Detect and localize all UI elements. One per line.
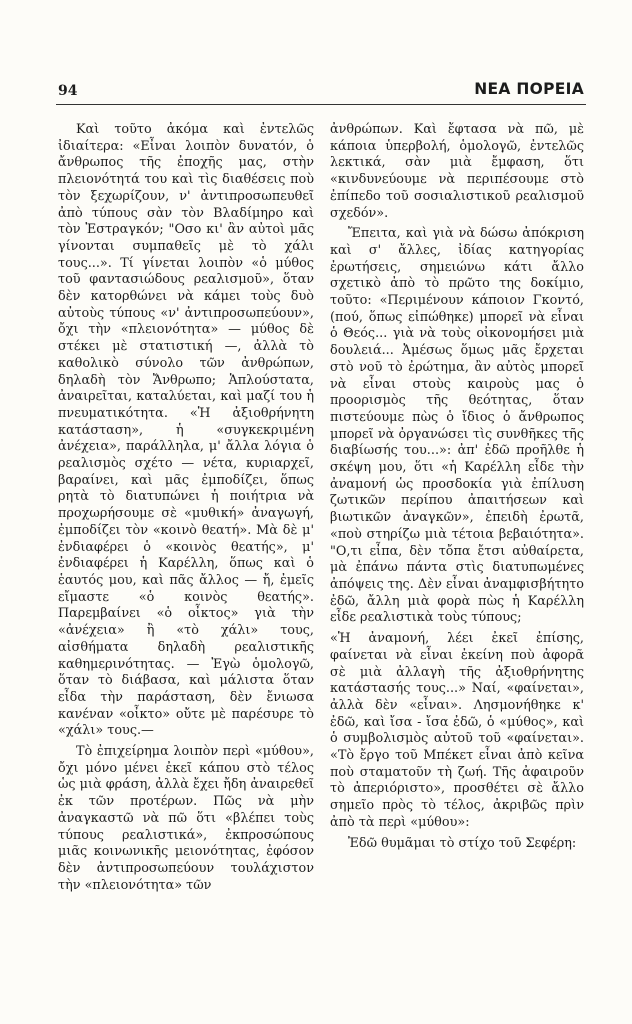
paragraph: Ἔπειτα, καὶ γιὰ νὰ δώσω ἀπόκριση καὶ σ' ἄλλες, ἰδίας κατηγορίας ἐρωτήσεις, σημειώνω κάτι ἄλλο σχετικὸ ἀπὸ τὸ πρῶτο της δοκίμιο, τοῦτο: «Περιμένουν κάποιον Γκοντό, (πού, ὅπως εἰπώθηκε) μπορεῖ νὰ εἶναι ὁ Θεός... γιὰ νὰ τοὺς οἰκονομήσει μιὰ δουλειά... Ἀμέσως ὅμως μᾶς ἔρχεται στὸ νοῦ τὸ ἐρώτημα, ἂν αὐτὸς μπορεῖ νὰ εἶναι στοὺς καιροὺς μας ὁ προορισμὸς τῆς θεότητας, ὅταν πιστεύουμε πὼς ὁ ἴδιος ὁ ἄνθρωπος μπορεῖ νὰ ὀργανώσει τὶς συνθῆκες τῆς διαβίωσής του...»: ἀπ' ἐδῶ προῆλθε ἡ σκέψη μου, ὅτι «ἡ Καρέλλη εἶδε τὴν ἀναμονή ὡς προσδοκία γιὰ ἐπίλυση ζωτικῶν περίπου ἀπαιτήσεων καὶ βιωτικῶν ἀναγκῶν», ἐπειδὴ ἐρωτᾶ, «ποὺ στηρίζω μιὰ τέτοια βεβαιότητα». "Ο,τι εἶπα, δὲν τὄπα ἔτσι αὐθαίρετα, μὰ ἐπάνω πάντα στὶς διατυπωμένες ἀπόψεις της. Δὲν εἶναι ἀναμφισβήτητο ἐδῶ, ἄλλη μιὰ φορὰ πὼς ἡ Καρέλλη εἶδε ρεαλιστικὰ τοὺς τύπους;	[330, 226, 584, 626]
header-rule	[56, 104, 586, 105]
paragraph: Τὸ ἐπιχείρημα λοιπὸν περὶ «μύθου», ὄχι μόνο μένει ἐκεῖ κάπου στὸ τέλος ὡς μιὰ φράση, ἀλλὰ ἔχει ἤδη ἀναιρεθεῖ ἐκ τῶν προτέρων. Πῶς νὰ μὴν ἀναγκαστῶ νὰ πῶ ὅτι «βλέπει τοὺς τύπους ρεαλιστικά», ἐκπροσώπους μιᾶς κοινωνικῆς μειονότητας, ἐφόσον δὲν ἀντιπροσωπεύουν τουλάχιστον τὴν «πλειονότητα» τῶν	[58, 744, 314, 893]
paragraph: «Ἡ ἀναμονή, λέει ἐκεῖ ἐπίσης, φαίνεται νὰ εἶναι ἐκείνη ποὺ ἀφορᾶ σὲ μιὰ ἀλλαγὴ τῆς ἀξιοθρήνητης κατάστασής τους...» Ναί, «φαίνεται», ἀλλὰ δὲν «εἶναι». Λησμονήθηκε κ' ἐδῶ, καὶ ἴσα - ἴσα ἐδῶ, ὁ «μύθος», καὶ ὁ συμβολισμὸς αὐτοῦ τοῦ «φαίνεται». «Τὸ ἔργο τοῦ Μπέκετ εἶναι ἀπὸ κεῖνα ποὺ σταματοῦν τὴ ζωή. Τῆς ἀφαιροῦν τὸ ἀπεριόριστο», προσθέτει σὲ ἄλλο σημεῖο πρὸς τὸ τέλος, ἀκριβῶς πρὶν ἀπὸ τὰ περὶ «μύθου»:	[330, 631, 584, 830]
paragraph: Ἐδῶ θυμᾶμαι τὸ στίχο τοῦ Σεφέρη:	[348, 835, 577, 851]
journal-title: ΝΕΑ ΠΟΡΕΙΑ	[474, 80, 584, 98]
paragraph: Καὶ τοῦτο ἀκόμα καὶ ἐντελῶς ἰδιαίτερα: «Εἶναι λοιπὸν δυνατόν, ὁ ἄνθρωπος τῆς ἐποχῆς μας, στὴν πλειονότητά του καὶ τὶς διαθέσεις ποὺ τὸν ξεχωρίζουν, ν' ἀντιπροσωπευθεῖ ἀπὸ τύπους σὰν τὸν Βλαδίμηρο καὶ τὸν Ἐστραγκόν; "Οσο κι' ἂν αὐτοὶ μᾶς γίνονται συμπαθεῖς μὲ τὸ χάλι τους...». Τί γίνεται λοιπὸν «ὁ μύθος τοῦ φαντασιώδους ρεαλισμοῦ», ὅταν δὲν κατορθώνει νὰ κάμει τοὺς δυὸ αὐτοὺς τύπους «ν' ἀντιπροσωπεύουν», ὄχι τὴν «πλειονότητα» — μύθος δὲ στέκει μὲ στατιστική —, ἀλλὰ τὸ καθολικὸ σύνολο τῶν ἀνθρώπων, δηλαδὴ τὸν Ἄνθρωπο; Ἁπλούστατα, ἀναιρεῖται, καταλύεται, καὶ μαζί του ἡ πνευματικότητα. «Ἡ ἀξιοθρήνητη κατάσταση», ἡ «συγκεκριμένη ἀνέχεια», παράλληλα, μ' ἄλλα λόγια ὁ ρεαλισμὸς σχέτο — νέτα, κυριαρχεῖ, βαραίνει, καὶ μᾶς ἐμποδίζει, ὅπως ρητὰ τὸ διατυπώνει ἡ ποιήτρια νὰ προχωρήσουμε σὲ «μυθική» ἀναγωγή, ἐμποδίζει τὸν «κοινὸ θεατή». Μὰ δὲ μ' ἐνδιαφέρει ὁ «κοινὸς θεατής», μ' ἐνδιαφέρει ἡ Καρέλλη, ὅπως καὶ ὁ ἑαυτός μου, καὶ πᾶς ἄλλος — ἤ, ἐμεῖς εἴμαστε «ὁ κοινὸς θεατής». Παρεμβαίνει «ὁ οἶκτος» γιὰ τὴν «ἀνέχεια» ἢ «τὸ χάλι» τους, αἰσθήματα δηλαδὴ ρεαλιστικῆς καθημερινότητας. — Ἐγὼ ὁμολογῶ, ὅταν τὸ διάβασα, καὶ μάλιστα ὅταν εἶδα τὴν παράσταση, δὲν ἔνιωσα κανέναν «οἶκτο» οὔτε μὲ παρέσυρε τὸ «χάλι» τους.—	[58, 122, 314, 739]
paragraph: ἀνθρώπων. Καὶ ἔφτασα νὰ πῶ, μὲ κάποια ὑπερβολή, ὁμολογῶ, ἐντελῶς λεκτικά, σὰν μιὰ ἔμφαση, ὅτι «κινδυνεύουμε νὰ περιπέσουμε στὸ ἐπίπεδο τοῦ σοσιαλιστικοῦ ρεαλισμοῦ σχεδόν».	[330, 122, 584, 221]
left-column	[58, 122, 314, 894]
page-number: 94	[58, 83, 78, 99]
right-column	[330, 122, 584, 852]
